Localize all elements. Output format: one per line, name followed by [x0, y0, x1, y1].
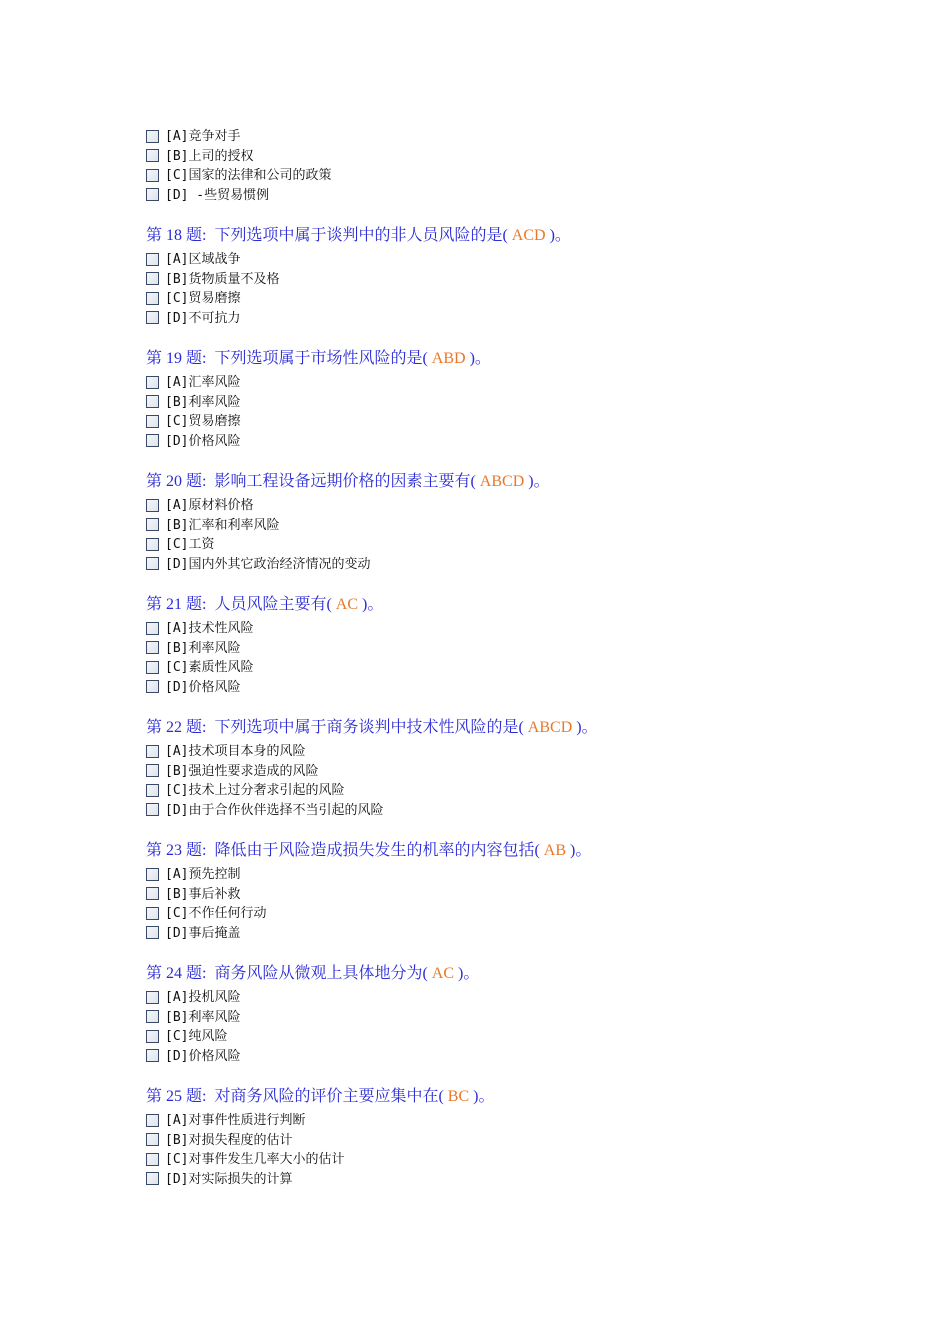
option-label: [C]贸易磨擦	[165, 291, 241, 307]
question-text: 影响工程设备远期价格的因素主要有(	[214, 473, 476, 490]
option-checkbox[interactable]	[146, 253, 159, 266]
question-heading	[146, 595, 906, 615]
option-item[interactable]	[146, 494, 906, 514]
option-checkbox[interactable]	[146, 538, 159, 551]
option-label: [D]价格风险	[165, 679, 241, 695]
option-item[interactable]	[146, 371, 906, 391]
question-suffix: )。	[570, 842, 592, 859]
option-checkbox[interactable]	[146, 868, 159, 881]
option-item[interactable]	[146, 410, 906, 430]
option-label: [C]不作任何行动	[165, 906, 267, 922]
option-checkbox[interactable]	[146, 1172, 159, 1185]
option-checkbox[interactable]	[146, 991, 159, 1004]
option-list	[146, 617, 906, 695]
option-item[interactable]	[146, 1148, 906, 1168]
option-item[interactable]	[146, 164, 906, 184]
option-label: [C]技术上过分奢求引起的风险	[165, 783, 345, 799]
option-label: [D]由于合作伙伴选择不当引起的风险	[165, 802, 384, 818]
question-block	[146, 125, 906, 226]
option-item[interactable]	[146, 1025, 906, 1045]
option-item[interactable]	[146, 391, 906, 411]
option-label: [B]货物质量不及格	[165, 271, 280, 287]
option-item[interactable]	[146, 1129, 906, 1149]
option-checkbox[interactable]	[146, 1030, 159, 1043]
option-checkbox[interactable]	[146, 745, 159, 758]
option-checkbox[interactable]	[146, 376, 159, 389]
option-label: [A]原材料价格	[165, 498, 254, 514]
option-checkbox[interactable]	[146, 1010, 159, 1023]
option-checkbox[interactable]	[146, 926, 159, 939]
question-spacer	[146, 818, 906, 841]
option-label: [A]技术性风险	[165, 621, 254, 637]
question-block	[146, 1087, 906, 1187]
option-label: [A]预先控制	[165, 867, 241, 883]
option-checkbox[interactable]	[146, 641, 159, 654]
question-heading	[146, 472, 906, 492]
question-spacer	[146, 449, 906, 472]
option-checkbox[interactable]	[146, 272, 159, 285]
question-text: 商务风险从微观上具体地分为(	[214, 965, 428, 982]
option-item[interactable]	[146, 617, 906, 637]
question-number: 第 24 题:	[146, 965, 207, 982]
answer-key: ACD	[511, 227, 546, 244]
option-checkbox[interactable]	[146, 415, 159, 428]
option-checkbox[interactable]	[146, 188, 159, 201]
option-item[interactable]	[146, 430, 906, 450]
question-block	[146, 349, 906, 472]
option-item[interactable]	[146, 863, 906, 883]
option-item[interactable]	[146, 986, 906, 1006]
option-checkbox[interactable]	[146, 1153, 159, 1166]
answer-key: BC	[447, 1088, 470, 1105]
option-item[interactable]	[146, 1006, 906, 1026]
question-text: 降低由于风险造成损失发生的机率的内容包括(	[214, 842, 540, 859]
option-checkbox[interactable]	[146, 1049, 159, 1062]
option-list	[146, 248, 906, 326]
question-suffix: )。	[473, 1088, 495, 1105]
option-item[interactable]	[146, 145, 906, 165]
option-label: [D]对实际损失的计算	[165, 1171, 293, 1187]
option-item[interactable]	[146, 1045, 906, 1065]
question-text: 人员风险主要有(	[214, 596, 332, 613]
question-heading	[146, 226, 906, 246]
option-label: [B]事后补救	[165, 886, 241, 902]
answer-key: ABCD	[527, 719, 573, 736]
option-checkbox[interactable]	[146, 518, 159, 531]
option-list	[146, 371, 906, 449]
option-checkbox[interactable]	[146, 311, 159, 324]
answer-key: AC	[431, 965, 455, 982]
option-item[interactable]	[146, 883, 906, 903]
option-checkbox[interactable]	[146, 130, 159, 143]
question-number: 第 21 题:	[146, 596, 207, 613]
question-number: 第 18 题:	[146, 227, 207, 244]
option-checkbox[interactable]	[146, 887, 159, 900]
question-block	[146, 595, 906, 718]
option-label: [B]利率风险	[165, 394, 241, 410]
question-heading	[146, 718, 906, 738]
option-item[interactable]	[146, 902, 906, 922]
option-label: [D]价格风险	[165, 433, 241, 449]
question-spacer	[146, 695, 906, 718]
question-block	[146, 226, 906, 349]
option-label: [D]不可抗力	[165, 310, 241, 326]
question-spacer	[146, 941, 906, 964]
option-item[interactable]	[146, 1168, 906, 1188]
question-spacer	[146, 572, 906, 595]
option-checkbox[interactable]	[146, 784, 159, 797]
option-item[interactable]	[146, 922, 906, 942]
option-item[interactable]	[146, 779, 906, 799]
question-number: 第 25 题:	[146, 1088, 207, 1105]
option-label: [C]素质性风险	[165, 660, 254, 676]
option-label: [C]对事件发生几率大小的估计	[165, 1152, 345, 1168]
option-label: [B]汇率和利率风险	[165, 517, 280, 533]
option-label: [A]区域战争	[165, 252, 241, 268]
question-text: 对商务风险的评价主要应集中在(	[214, 1088, 444, 1105]
option-checkbox[interactable]	[146, 661, 159, 674]
question-spacer	[146, 203, 906, 226]
option-list	[146, 740, 906, 818]
option-checkbox[interactable]	[146, 764, 159, 777]
option-item[interactable]	[146, 637, 906, 657]
option-item[interactable]	[146, 514, 906, 534]
option-label: [B]对损失程度的估计	[165, 1132, 293, 1148]
question-number: 第 23 题:	[146, 842, 207, 859]
option-list	[146, 1109, 906, 1187]
option-label: [D]价格风险	[165, 1048, 241, 1064]
option-label: [C]工资	[165, 537, 215, 553]
option-list	[146, 494, 906, 572]
option-checkbox[interactable]	[146, 557, 159, 570]
option-checkbox[interactable]	[146, 1114, 159, 1127]
option-checkbox[interactable]	[146, 680, 159, 693]
option-checkbox[interactable]	[146, 434, 159, 447]
question-text: 下列选项中属于商务谈判中技术性风险的是(	[214, 719, 524, 736]
option-item[interactable]	[146, 760, 906, 780]
option-label: [A]投机风险	[165, 990, 241, 1006]
quiz-page	[146, 125, 906, 1187]
question-block	[146, 472, 906, 595]
option-checkbox[interactable]	[146, 292, 159, 305]
option-label: [C]纯风险	[165, 1029, 228, 1045]
question-suffix: )。	[469, 350, 491, 367]
question-block	[146, 841, 906, 964]
option-label: [A]技术项目本身的风险	[165, 744, 306, 760]
option-item[interactable]	[146, 676, 906, 696]
question-number: 第 19 题:	[146, 350, 207, 367]
option-label: [C]贸易磨擦	[165, 414, 241, 430]
option-item[interactable]	[146, 287, 906, 307]
question-suffix: )。	[362, 596, 384, 613]
question-block	[146, 718, 906, 841]
option-checkbox[interactable]	[146, 1133, 159, 1146]
question-suffix: )。	[576, 719, 598, 736]
option-label: [B]利率风险	[165, 640, 241, 656]
option-item[interactable]	[146, 799, 906, 819]
question-suffix: )。	[458, 965, 480, 982]
option-checkbox[interactable]	[146, 907, 159, 920]
option-label: [D] -些贸易惯例	[165, 187, 270, 203]
option-list	[146, 125, 906, 203]
option-item[interactable]	[146, 248, 906, 268]
option-label: [C]国家的法律和公司的政策	[165, 168, 332, 184]
option-checkbox[interactable]	[146, 395, 159, 408]
answer-key: ABD	[431, 350, 466, 367]
question-spacer	[146, 326, 906, 349]
option-item[interactable]	[146, 125, 906, 145]
option-item[interactable]	[146, 307, 906, 327]
option-item[interactable]	[146, 184, 906, 204]
option-label: [D]事后掩盖	[165, 925, 241, 941]
question-heading	[146, 1087, 906, 1107]
option-item[interactable]	[146, 553, 906, 573]
option-label: [A]汇率风险	[165, 375, 241, 391]
option-list	[146, 986, 906, 1064]
question-heading	[146, 964, 906, 984]
question-heading	[146, 841, 906, 861]
option-label: [A]对事件性质进行判断	[165, 1113, 306, 1129]
question-heading	[146, 349, 906, 369]
question-suffix: )。	[528, 473, 550, 490]
option-item[interactable]	[146, 268, 906, 288]
option-item[interactable]	[146, 533, 906, 553]
option-item[interactable]	[146, 740, 906, 760]
option-checkbox[interactable]	[146, 803, 159, 816]
answer-key: AB	[543, 842, 567, 859]
option-checkbox[interactable]	[146, 169, 159, 182]
option-label: [D]国内外其它政治经济情况的变动	[165, 556, 371, 572]
option-label: [B]强迫性要求造成的风险	[165, 763, 319, 779]
option-checkbox[interactable]	[146, 622, 159, 635]
option-list	[146, 863, 906, 941]
question-text: 下列选项属于市场性风险的是(	[214, 350, 428, 367]
question-text: 下列选项中属于谈判中的非人员风险的是(	[214, 227, 508, 244]
question-number: 第 20 题:	[146, 473, 207, 490]
question-suffix: )。	[549, 227, 571, 244]
answer-key: AC	[335, 596, 359, 613]
answer-key: ABCD	[479, 473, 525, 490]
question-number: 第 22 题:	[146, 719, 207, 736]
option-label: [B]上司的授权	[165, 148, 254, 164]
option-item[interactable]	[146, 1109, 906, 1129]
option-item[interactable]	[146, 656, 906, 676]
question-spacer	[146, 1064, 906, 1087]
option-checkbox[interactable]	[146, 149, 159, 162]
question-block	[146, 964, 906, 1087]
option-checkbox[interactable]	[146, 499, 159, 512]
option-label: [A]竞争对手	[165, 129, 241, 145]
option-label: [B]利率风险	[165, 1009, 241, 1025]
